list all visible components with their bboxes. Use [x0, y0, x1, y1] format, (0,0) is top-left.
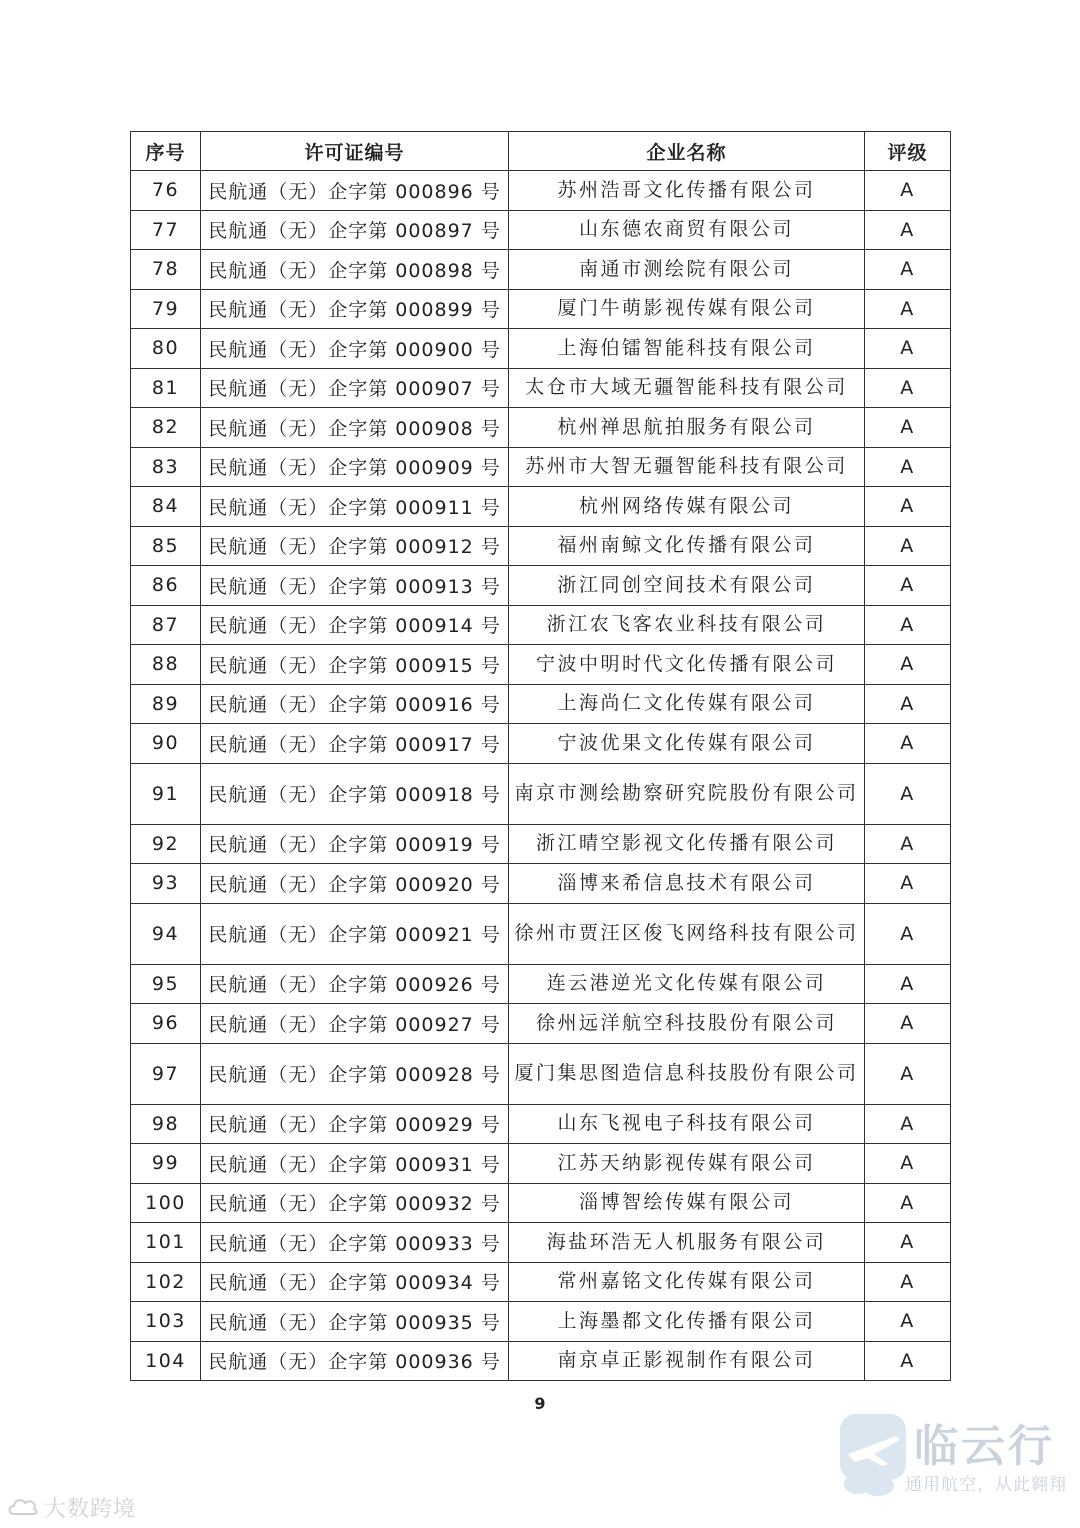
table-row	[131, 684, 951, 724]
table-row	[131, 329, 951, 369]
seq-cell: 92	[131, 824, 201, 864]
seq-cell: 94	[131, 903, 201, 964]
company-cell: 淄博来希信息技术有限公司	[509, 864, 865, 904]
seq-cell: 100	[131, 1183, 201, 1223]
table-row	[131, 964, 951, 1004]
table-row	[131, 526, 951, 566]
grade-cell: A	[865, 864, 951, 904]
grade-cell: A	[865, 903, 951, 964]
seq-cell: 103	[131, 1302, 201, 1342]
license-cell: 民航通（无）企字第 000926 号	[201, 964, 509, 1004]
seq-cell: 87	[131, 605, 201, 645]
table-row	[131, 903, 951, 964]
company-cell: 徐州市贾汪区俊飞网络科技有限公司	[509, 903, 865, 964]
table-row	[131, 1302, 951, 1342]
license-cell: 民航通（无）企字第 000909 号	[201, 447, 509, 487]
license-cell: 民航通（无）企字第 000907 号	[201, 368, 509, 408]
grade-cell: A	[865, 684, 951, 724]
company-cell: 南京市测绘勘察研究院股份有限公司	[509, 763, 865, 824]
seq-cell: 80	[131, 329, 201, 369]
table-row	[131, 447, 951, 487]
license-cell: 民航通（无）企字第 000929 号	[201, 1104, 509, 1144]
seq-cell: 104	[131, 1341, 201, 1381]
company-cell: 福州南鲸文化传播有限公司	[509, 526, 865, 566]
license-cell: 民航通（无）企字第 000915 号	[201, 645, 509, 685]
table-row	[131, 171, 951, 211]
license-cell: 民航通（无）企字第 000935 号	[201, 1302, 509, 1342]
header-license: 许可证编号	[201, 132, 509, 171]
grade-cell: A	[865, 368, 951, 408]
grade-cell: A	[865, 566, 951, 606]
license-cell: 民航通（无）企字第 000927 号	[201, 1004, 509, 1044]
grade-cell: A	[865, 1302, 951, 1342]
license-cell: 民航通（无）企字第 000899 号	[201, 289, 509, 329]
table-body	[131, 171, 951, 1381]
company-cell: 南通市测绘院有限公司	[509, 250, 865, 290]
license-cell: 民航通（无）企字第 000916 号	[201, 684, 509, 724]
grade-cell: A	[865, 210, 951, 250]
company-cell: 海盐环浩无人机服务有限公司	[509, 1223, 865, 1263]
company-cell: 南京卓正影视制作有限公司	[509, 1341, 865, 1381]
license-rating-table	[130, 131, 951, 1381]
table-row	[131, 210, 951, 250]
company-cell: 浙江同创空间技术有限公司	[509, 566, 865, 606]
seq-cell: 88	[131, 645, 201, 685]
seq-cell: 99	[131, 1144, 201, 1184]
company-cell: 宁波中明时代文化传播有限公司	[509, 645, 865, 685]
table-row	[131, 1004, 951, 1044]
seq-cell: 79	[131, 289, 201, 329]
grade-cell: A	[865, 1004, 951, 1044]
table-row	[131, 1183, 951, 1223]
seq-cell: 78	[131, 250, 201, 290]
license-cell: 民航通（无）企字第 000897 号	[201, 210, 509, 250]
license-cell: 民航通（无）企字第 000932 号	[201, 1183, 509, 1223]
license-cell: 民航通（无）企字第 000920 号	[201, 864, 509, 904]
company-cell: 浙江农飞客农业科技有限公司	[509, 605, 865, 645]
license-cell: 民航通（无）企字第 000931 号	[201, 1144, 509, 1184]
table-row	[131, 408, 951, 448]
grade-cell: A	[865, 1104, 951, 1144]
seq-cell: 97	[131, 1043, 201, 1104]
table-row	[131, 487, 951, 527]
grade-cell: A	[865, 1043, 951, 1104]
company-cell: 苏州浩哥文化传播有限公司	[509, 171, 865, 211]
grade-cell: A	[865, 526, 951, 566]
license-cell: 民航通（无）企字第 000908 号	[201, 408, 509, 448]
company-cell: 淄博智绘传媒有限公司	[509, 1183, 865, 1223]
grade-cell: A	[865, 964, 951, 1004]
company-cell: 江苏天纳影视传媒有限公司	[509, 1144, 865, 1184]
company-cell: 杭州禅思航拍服务有限公司	[509, 408, 865, 448]
grade-cell: A	[865, 1223, 951, 1263]
license-cell: 民航通（无）企字第 000898 号	[201, 250, 509, 290]
seq-cell: 81	[131, 368, 201, 408]
grade-cell: A	[865, 824, 951, 864]
grade-cell: A	[865, 763, 951, 824]
seq-cell: 91	[131, 763, 201, 824]
header-seq: 序号	[131, 132, 201, 171]
header-grade: 评级	[865, 132, 951, 171]
license-cell: 民航通（无）企字第 000913 号	[201, 566, 509, 606]
table-row	[131, 824, 951, 864]
company-cell: 常州嘉铭文化传媒有限公司	[509, 1262, 865, 1302]
table-row	[131, 1043, 951, 1104]
company-cell: 杭州网络传媒有限公司	[509, 487, 865, 527]
company-cell: 苏州市大智无疆智能科技有限公司	[509, 447, 865, 487]
grade-cell: A	[865, 250, 951, 290]
company-cell: 宁波优果文化传媒有限公司	[509, 724, 865, 764]
seq-cell: 96	[131, 1004, 201, 1044]
company-cell: 上海尚仁文化传媒有限公司	[509, 684, 865, 724]
grade-cell: A	[865, 1341, 951, 1381]
table-row	[131, 763, 951, 824]
table-row	[131, 566, 951, 606]
table-row	[131, 250, 951, 290]
table-row	[131, 1262, 951, 1302]
table-row	[131, 605, 951, 645]
seq-cell: 85	[131, 526, 201, 566]
license-cell: 民航通（无）企字第 000911 号	[201, 487, 509, 527]
grade-cell: A	[865, 171, 951, 211]
license-cell: 民航通（无）企字第 000933 号	[201, 1223, 509, 1263]
seq-cell: 83	[131, 447, 201, 487]
seq-cell: 77	[131, 210, 201, 250]
license-cell: 民航通（无）企字第 000914 号	[201, 605, 509, 645]
seq-cell: 95	[131, 964, 201, 1004]
company-cell: 山东德农商贸有限公司	[509, 210, 865, 250]
seq-cell: 98	[131, 1104, 201, 1144]
grade-cell: A	[865, 329, 951, 369]
grade-cell: A	[865, 645, 951, 685]
brand-slogan: 通用航空，从此翱翔	[905, 1475, 1067, 1495]
grade-cell: A	[865, 1262, 951, 1302]
seq-cell: 101	[131, 1223, 201, 1263]
license-cell: 民航通（无）企字第 000896 号	[201, 171, 509, 211]
license-cell: 民航通（无）企字第 000918 号	[201, 763, 509, 824]
table-row	[131, 368, 951, 408]
seq-cell: 90	[131, 724, 201, 764]
cloud-outline-icon	[6, 1494, 40, 1518]
table-row	[131, 864, 951, 904]
company-cell: 徐州远洋航空科技股份有限公司	[509, 1004, 865, 1044]
license-cell: 民航通（无）企字第 000919 号	[201, 824, 509, 864]
license-cell: 民航通（无）企字第 000928 号	[201, 1043, 509, 1104]
license-cell: 民航通（无）企字第 000917 号	[201, 724, 509, 764]
license-cell: 民航通（无）企字第 000912 号	[201, 526, 509, 566]
table-row	[131, 1223, 951, 1263]
grade-cell: A	[865, 724, 951, 764]
license-cell: 民航通（无）企字第 000900 号	[201, 329, 509, 369]
company-cell: 山东飞视电子科技有限公司	[509, 1104, 865, 1144]
grade-cell: A	[865, 487, 951, 527]
header-company: 企业名称	[509, 132, 865, 171]
seq-cell: 89	[131, 684, 201, 724]
grade-cell: A	[865, 408, 951, 448]
grade-cell: A	[865, 289, 951, 329]
company-cell: 厦门集思图造信息科技股份有限公司	[509, 1043, 865, 1104]
source-watermark: 大数跨境	[44, 1497, 137, 1522]
company-cell: 上海伯镭智能科技有限公司	[509, 329, 865, 369]
seq-cell: 86	[131, 566, 201, 606]
company-cell: 上海墨都文化传播有限公司	[509, 1302, 865, 1342]
company-cell: 太仓市大域无疆智能科技有限公司	[509, 368, 865, 408]
table-header-row	[131, 132, 951, 171]
license-cell: 民航通（无）企字第 000934 号	[201, 1262, 509, 1302]
page-number: 9	[534, 1394, 546, 1413]
table-row	[131, 1144, 951, 1184]
table-row	[131, 724, 951, 764]
seq-cell: 102	[131, 1262, 201, 1302]
grade-cell: A	[865, 1144, 951, 1184]
license-cell: 民航通（无）企字第 000936 号	[201, 1341, 509, 1381]
seq-cell: 84	[131, 487, 201, 527]
grade-cell: A	[865, 447, 951, 487]
seq-cell: 76	[131, 171, 201, 211]
table-row	[131, 1341, 951, 1381]
table-row	[131, 289, 951, 329]
seq-cell: 93	[131, 864, 201, 904]
brand-name: 临云行	[914, 1421, 1055, 1472]
company-cell: 浙江晴空影视文化传播有限公司	[509, 824, 865, 864]
table-row	[131, 645, 951, 685]
company-cell: 厦门牛萌影视传媒有限公司	[509, 289, 865, 329]
grade-cell: A	[865, 1183, 951, 1223]
company-cell: 连云港逆光文化传媒有限公司	[509, 964, 865, 1004]
license-cell: 民航通（无）企字第 000921 号	[201, 903, 509, 964]
grade-cell: A	[865, 605, 951, 645]
seq-cell: 82	[131, 408, 201, 448]
table-row	[131, 1104, 951, 1144]
